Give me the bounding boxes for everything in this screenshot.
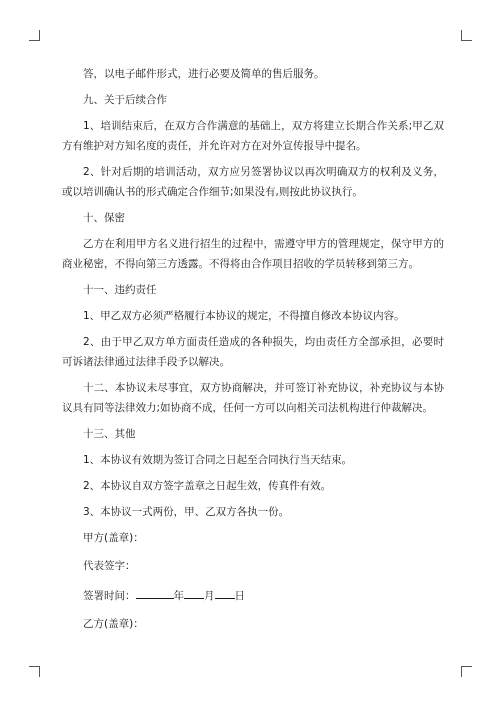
day-blank — [215, 584, 235, 599]
paragraph-11-1: 1、甲乙双方必须严格履行本协议的规定，不得擅自修改本协议内容。 — [83, 310, 405, 322]
paragraph-13-2: 2、本协议自双方签字盖章之日起生效，传真件有效。 — [83, 480, 332, 492]
paragraph-13-1: 1、本协议有效期为签订合同之日起至合同执行当天结束。 — [83, 454, 353, 466]
day-label: 日 — [234, 590, 245, 602]
paragraph-9-1: 1、培训结束后，在双方合作满意的基础上，双方将建立长期合作关系;甲乙双方有维护对方知名度的责任，并允许对方在对外宣传报导中提名。 — [62, 120, 444, 152]
crop-mark-bottom-right — [461, 666, 472, 677]
section-heading-9: 九、关于后续合作 — [83, 94, 167, 106]
section-heading-10: 十、保密 — [83, 212, 125, 224]
paragraph-13-3: 3、本协议一式两份，甲、乙双方各执一份。 — [83, 506, 290, 518]
section-heading-13: 十三、其他 — [83, 428, 136, 440]
paragraph-10-1: 乙方在利用甲方名义进行招生的过程中，需遵守甲方的管理规定，保守甲方的商业秘密，不得向第三方透露。不得将由合作项目招收的学员转移到第三方。 — [62, 238, 444, 270]
representative-signature-line: 代表签字： — [83, 560, 136, 572]
signing-date-label: 签署时间： — [83, 590, 136, 602]
section-heading-11: 十一、违约责任 — [83, 284, 157, 296]
signing-date-line — [62, 584, 444, 606]
party-a-seal-line: 甲方(盖章)： — [83, 532, 144, 544]
paragraph-11-2: 2、由于甲乙双方单方面责任造成的各种损失，均由责任方全部承担，必要时可诉诸法律通过法律手段予以解决。 — [62, 336, 444, 368]
month-label: 月 — [204, 590, 215, 602]
paragraph-9-2: 2、针对后期的培训活动，双方应另签署协议以再次明确双方的权利及义务，或以培训确认书的形式确定合作细节;如果没有,则按此协议执行。 — [62, 166, 444, 198]
crop-mark-top-left — [29, 30, 40, 41]
year-blank — [136, 584, 174, 599]
month-blank — [184, 584, 204, 599]
year-label: 年 — [173, 590, 184, 602]
paragraph-continuation: 答，以电子邮件形式，进行必要及简单的售后服务。 — [83, 68, 325, 80]
document-body — [62, 64, 444, 642]
paragraph-12: 十二、本协议未尽事宜，双方协商解决，并可签订补充协议，补充协议与本协议具有同等法律效力;如协商不成，任何一方可以向相关司法机构进行仲裁解决。 — [62, 382, 444, 414]
crop-mark-top-right — [461, 30, 472, 41]
crop-mark-bottom-left — [29, 666, 40, 677]
party-b-seal-line: 乙方(盖章)： — [83, 618, 144, 630]
